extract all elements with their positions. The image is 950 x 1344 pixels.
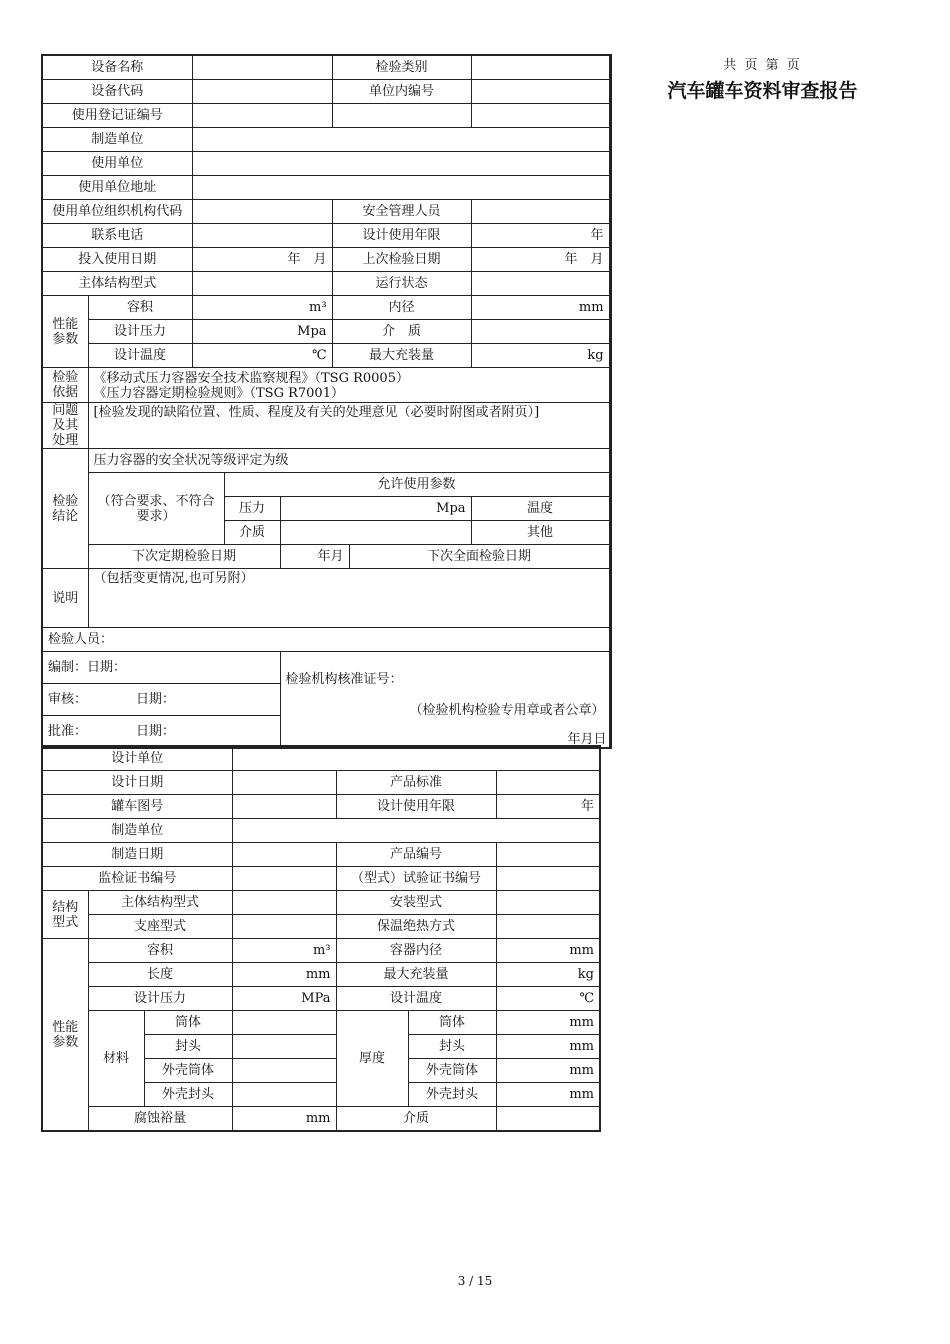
unit-internal-no-value[interactable] bbox=[471, 80, 609, 104]
support-type-value[interactable] bbox=[232, 915, 336, 939]
t2-design-pressure-label: 设计压力 bbox=[88, 987, 232, 1011]
device-name-value[interactable] bbox=[192, 55, 332, 80]
last-inspection-label: 上次检验日期 bbox=[332, 248, 471, 272]
thickness-head-label: 封头 bbox=[408, 1035, 496, 1059]
inspection-type-label: 检验类别 bbox=[332, 55, 471, 80]
other-label: 其他 bbox=[471, 521, 609, 545]
org-code-label: 使用单位组织机构代码 bbox=[42, 200, 192, 224]
inspection-report-table bbox=[41, 54, 612, 749]
approval-no[interactable]: 检验机构核准证号： bbox=[285, 672, 403, 687]
design-unit-label: 设计单位 bbox=[42, 746, 232, 771]
material-label: 材料 bbox=[88, 1011, 144, 1107]
t2-design-temp-label: 设计温度 bbox=[336, 987, 496, 1011]
in-use-date-label: 投入使用日期 bbox=[42, 248, 192, 272]
thickness-label: 厚度 bbox=[336, 1011, 408, 1107]
type-test-cert-value[interactable] bbox=[496, 867, 600, 891]
product-no-label: 产品编号 bbox=[336, 843, 496, 867]
thickness-outer-head-label: 外壳封头 bbox=[408, 1083, 496, 1107]
material-outer-shell-label: 外壳筒体 bbox=[144, 1059, 232, 1083]
basis-line-2: 《压力容器定期检验规则》（TSG R7001） bbox=[93, 386, 344, 401]
performance-label: 性能参数 bbox=[42, 296, 88, 368]
volume-value[interactable]: m³ bbox=[192, 296, 332, 320]
page-number: 3 / 15 bbox=[457, 1274, 493, 1288]
operation-status-value[interactable] bbox=[471, 272, 609, 296]
t2-medium-value[interactable] bbox=[496, 1107, 600, 1132]
other-value[interactable] bbox=[609, 521, 611, 545]
length-label: 长度 bbox=[88, 963, 232, 987]
design-date-label: 设计日期 bbox=[42, 771, 232, 795]
operation-status-label: 运行状态 bbox=[332, 272, 471, 296]
registration-no-value[interactable] bbox=[192, 104, 332, 128]
problems-label: 问题及其处理 bbox=[42, 403, 88, 449]
device-code-value[interactable] bbox=[192, 80, 332, 104]
t2-design-life-value[interactable]: 年 bbox=[496, 795, 600, 819]
in-use-date-value[interactable]: 年 月 bbox=[192, 248, 332, 272]
t2-medium-label: 介质 bbox=[336, 1107, 496, 1132]
page-count: 共 页 第 页 bbox=[723, 58, 802, 73]
corrosion-label: 腐蚀裕量 bbox=[88, 1107, 232, 1132]
thickness-head-value[interactable]: mm bbox=[496, 1035, 600, 1059]
compliance-note: （符合要求、不符合要求） bbox=[88, 473, 224, 545]
thickness-shell-label: 筒体 bbox=[408, 1011, 496, 1035]
inner-diameter-value[interactable]: mm bbox=[471, 296, 609, 320]
registration-extra[interactable] bbox=[332, 104, 471, 128]
thickness-outer-head-value[interactable]: mm bbox=[496, 1083, 600, 1107]
next-periodic-label: 下次定期检验日期 bbox=[88, 545, 280, 569]
material-head-value[interactable] bbox=[232, 1035, 336, 1059]
supervision-cert-value[interactable] bbox=[232, 867, 336, 891]
registration-no-label: 使用登记证编号 bbox=[42, 104, 192, 128]
corrosion-value[interactable]: mm bbox=[232, 1107, 336, 1132]
reviewed-by: 审核： bbox=[48, 691, 88, 707]
main-structure-label: 主体结构型式 bbox=[42, 272, 192, 296]
t2-volume-label: 容积 bbox=[88, 939, 232, 963]
temperature-label: 温度 bbox=[471, 497, 609, 521]
type-test-cert-label: （型式）试验证书编号 bbox=[336, 867, 496, 891]
allowed-medium-value[interactable] bbox=[280, 521, 471, 545]
approved-row[interactable] bbox=[42, 715, 280, 748]
max-fill-label: 最大充装量 bbox=[332, 344, 471, 368]
next-periodic-value[interactable]: 年月 bbox=[280, 545, 349, 569]
manufacturer-label: 制造单位 bbox=[42, 128, 192, 152]
length-value[interactable]: mm bbox=[232, 963, 336, 987]
user-unit-label: 使用单位 bbox=[42, 152, 192, 176]
t2-design-life-label: 设计使用年限 bbox=[336, 795, 496, 819]
approved-by: 批准： bbox=[48, 723, 88, 739]
medium-label: 介 质 bbox=[332, 320, 471, 344]
approval-block bbox=[280, 652, 609, 749]
safety-manager-value[interactable] bbox=[471, 200, 609, 224]
design-temp-label: 设计温度 bbox=[88, 344, 192, 368]
volume-label: 容积 bbox=[88, 296, 192, 320]
drawing-no-value[interactable] bbox=[232, 795, 336, 819]
t2-design-temp-value[interactable]: ℃ bbox=[496, 987, 600, 1011]
install-type-value[interactable] bbox=[496, 891, 600, 915]
allowed-medium-label: 介质 bbox=[224, 521, 280, 545]
t2-design-pressure-value[interactable]: MPa bbox=[232, 987, 336, 1011]
inspection-type-value[interactable] bbox=[471, 55, 609, 80]
material-shell-label: 筒体 bbox=[144, 1011, 232, 1035]
install-type-label: 安装型式 bbox=[336, 891, 496, 915]
design-pressure-label: 设计压力 bbox=[88, 320, 192, 344]
t2-manufacturer-value[interactable] bbox=[232, 819, 600, 843]
reviewed-row[interactable] bbox=[42, 683, 280, 715]
seal-note: （检验机构检验专用章或者公章） bbox=[409, 703, 605, 718]
design-life-label: 设计使用年限 bbox=[332, 224, 471, 248]
device-name-label: 设备名称 bbox=[42, 55, 192, 80]
approved-date: 日期： bbox=[136, 723, 176, 739]
material-shell-value[interactable] bbox=[232, 1011, 336, 1035]
last-inspection-value[interactable]: 年 月 bbox=[471, 248, 609, 272]
t2-volume-value[interactable]: m³ bbox=[232, 939, 336, 963]
insulation-value[interactable] bbox=[496, 915, 600, 939]
design-data-table bbox=[41, 745, 601, 1132]
report-title: 汽车罐车资料审查报告 bbox=[667, 80, 858, 102]
t2-main-structure-value[interactable] bbox=[232, 891, 336, 915]
device-code-label: 设备代码 bbox=[42, 80, 192, 104]
user-address-label: 使用单位地址 bbox=[42, 176, 192, 200]
design-unit-value[interactable] bbox=[232, 746, 600, 771]
compiled-by[interactable]: 编制：日期： bbox=[42, 652, 280, 684]
allowed-params-label: 允许使用参数 bbox=[224, 473, 609, 497]
material-head-label: 封头 bbox=[144, 1035, 232, 1059]
product-standard-label: 产品标准 bbox=[336, 771, 496, 795]
drawing-no-label: 罐车图号 bbox=[42, 795, 232, 819]
registration-extra-value[interactable] bbox=[471, 104, 609, 128]
main-structure-value[interactable] bbox=[192, 272, 332, 296]
basis-label: 检验依据 bbox=[42, 368, 88, 403]
design-pressure-value[interactable]: Mpa bbox=[192, 320, 332, 344]
design-temp-value[interactable]: ℃ bbox=[192, 344, 332, 368]
inspectors[interactable]: 检验人员： bbox=[42, 628, 609, 652]
safety-grade[interactable]: 压力容器的安全状况等级评定为级 bbox=[88, 449, 609, 473]
insulation-label: 保温绝热方式 bbox=[336, 915, 496, 939]
phone-label: 联系电话 bbox=[42, 224, 192, 248]
vessel-diameter-label: 容器内径 bbox=[336, 939, 496, 963]
conclusion-label: 检验结论 bbox=[42, 449, 88, 569]
mfg-date-value[interactable] bbox=[232, 843, 336, 867]
max-fill-value[interactable]: kg bbox=[471, 344, 609, 368]
seal-date[interactable]: 年月日 bbox=[567, 732, 607, 747]
t2-main-structure-label: 主体结构型式 bbox=[88, 891, 232, 915]
problems-value[interactable]: [检验发现的缺陷位置、性质、程度及有关的处理意见（必要时附图或者附页）] bbox=[88, 403, 609, 449]
note-label: 说明 bbox=[42, 569, 88, 628]
phone-value[interactable] bbox=[192, 224, 332, 248]
next-full-value[interactable] bbox=[609, 545, 611, 569]
t2-performance-label: 性能参数 bbox=[42, 939, 88, 1132]
product-no-value[interactable] bbox=[496, 843, 600, 867]
vessel-diameter-value[interactable]: mm bbox=[496, 939, 600, 963]
unit-internal-no-label: 单位内编号 bbox=[332, 80, 471, 104]
t2-max-fill-label: 最大充装量 bbox=[336, 963, 496, 987]
basis-value bbox=[88, 368, 609, 403]
user-unit-value[interactable] bbox=[192, 152, 609, 176]
thickness-outer-shell-value[interactable]: mm bbox=[496, 1059, 600, 1083]
design-life-value[interactable]: 年 bbox=[471, 224, 609, 248]
pressure-label: 压力 bbox=[224, 497, 280, 521]
t2-manufacturer-label: 制造单位 bbox=[42, 819, 232, 843]
inner-diameter-label: 内径 bbox=[332, 296, 471, 320]
medium-value[interactable] bbox=[471, 320, 609, 344]
t2-max-fill-value[interactable]: kg bbox=[496, 963, 600, 987]
supervision-cert-label: 监检证书编号 bbox=[42, 867, 232, 891]
material-outer-head-value[interactable] bbox=[232, 1083, 336, 1107]
next-full-label: 下次全面检验日期 bbox=[349, 545, 609, 569]
pressure-value[interactable]: Mpa bbox=[280, 497, 471, 521]
org-code-value[interactable] bbox=[192, 200, 332, 224]
structure-label: 结构型式 bbox=[42, 891, 88, 939]
thickness-outer-shell-label: 外壳筒体 bbox=[408, 1059, 496, 1083]
safety-manager-label: 安全管理人员 bbox=[332, 200, 471, 224]
product-standard-value[interactable] bbox=[496, 771, 600, 795]
basis-line-1: 《移动式压力容器安全技术监察规程》（TSG R0005） bbox=[93, 371, 409, 386]
thickness-shell-value[interactable]: mm bbox=[496, 1011, 600, 1035]
support-type-label: 支座型式 bbox=[88, 915, 232, 939]
note-value[interactable]: （包括变更情况,也可另附） bbox=[88, 569, 609, 628]
design-date-value[interactable] bbox=[232, 771, 336, 795]
user-address-value[interactable] bbox=[192, 176, 609, 200]
mfg-date-label: 制造日期 bbox=[42, 843, 232, 867]
reviewed-date: 日期： bbox=[136, 691, 176, 707]
material-outer-head-label: 外壳封头 bbox=[144, 1083, 232, 1107]
temperature-value[interactable] bbox=[609, 497, 611, 521]
material-outer-shell-value[interactable] bbox=[232, 1059, 336, 1083]
manufacturer-value[interactable] bbox=[192, 128, 609, 152]
